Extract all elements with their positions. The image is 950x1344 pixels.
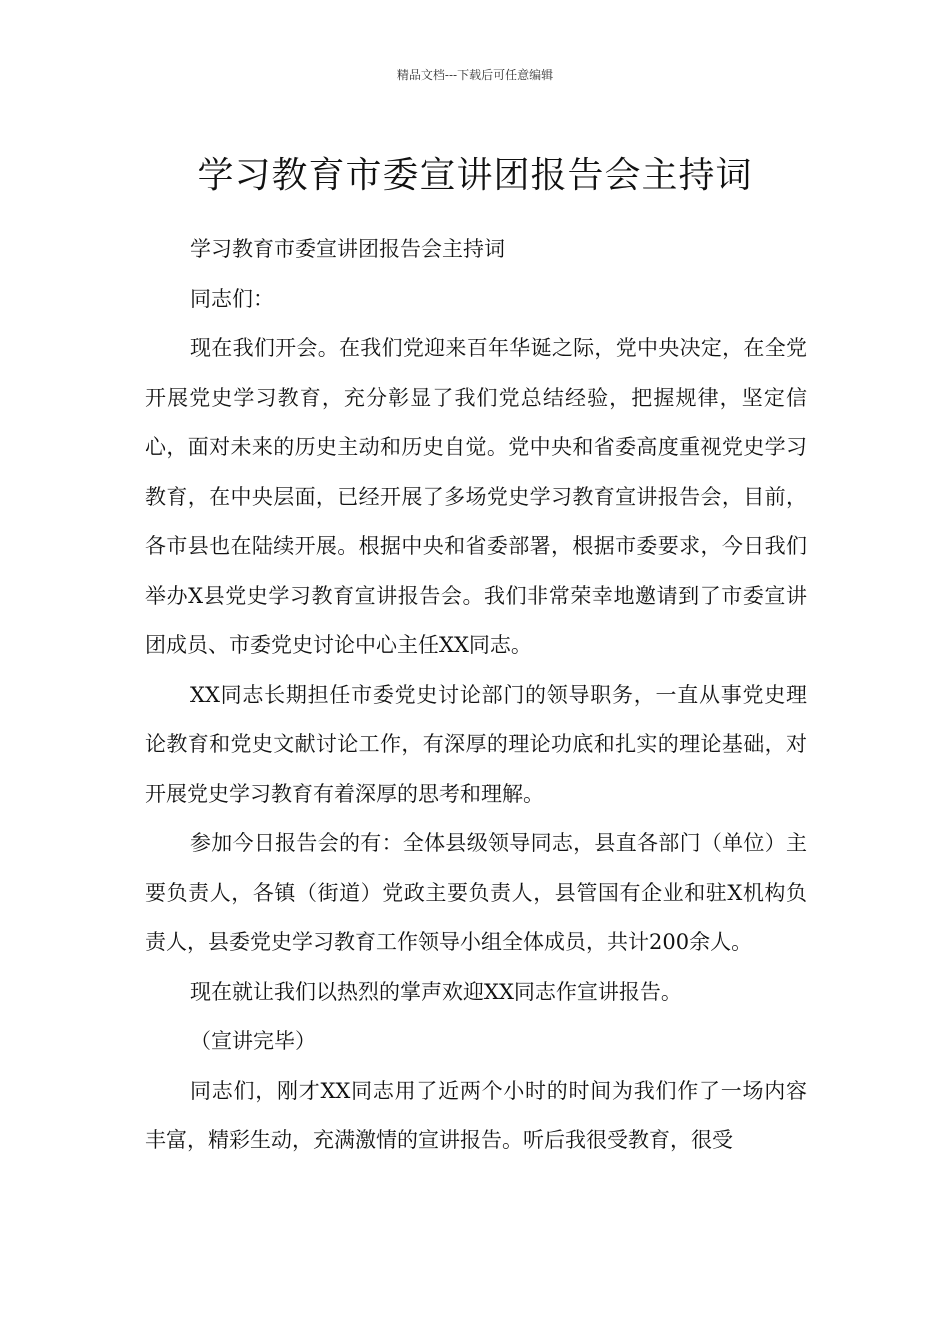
subtitle-paragraph: 学习教育市委宣讲团报告会主持词 — [190, 237, 505, 261]
body-paragraph: 同志们，刚才XX同志用了近两个小时的时间为我们作了一场内容丰富，精彩生动，充满激情的宣讲报告。听后我很受教育，很受 — [145, 1078, 807, 1152]
body-paragraph: 现在就让我们以热烈的掌声欢迎XX同志作宣讲报告。 — [190, 979, 682, 1004]
document-title: 学习教育市委宣讲团报告会主持词 — [197, 155, 753, 197]
body-paragraph: 参加今日报告会的有：全体县级领导同志，县直各部门（单位）主要负责人，各镇（街道）党政主要负责人，县管国有企业和驻X机构负责人，县委党史学习教育工作领导小组全体成员，共计200余人。 — [145, 831, 807, 954]
header-note: 精品文档---下载后可任意编辑 — [396, 68, 554, 82]
salutation-paragraph: 同志们： — [190, 286, 274, 311]
body-paragraph: （宣讲完毕） — [190, 1029, 316, 1053]
document-body — [145, 225, 807, 1166]
body-paragraph: 现在我们开会。在我们党迎来百年华诞之际，党中央决定，在全党开展党史学习教育，充分彰显了我们党总结经验，把握规律，坚定信心，面对未来的历史主动和历史自觉。党中央和省委高度重视党史学习教育，在中央层面，已经开展了多场党史学习教育宣讲报告会，目前，各市县也在陆续开展。根据中央和省委部署，根据市委要求，今日我们举办X县党史学习教育宣讲报告会。我们非常荣幸地邀请到了市委宣讲团成员、市委党史讨论中心主任XX同志。 — [145, 336, 807, 657]
body-paragraph: XX同志长期担任市委党史讨论部门的领导职务，一直从事党史理论教育和党史文献讨论工作，有深厚的理论功底和扎实的理论基础，对开展党史学习教育有着深厚的思考和理解。 — [145, 682, 807, 806]
